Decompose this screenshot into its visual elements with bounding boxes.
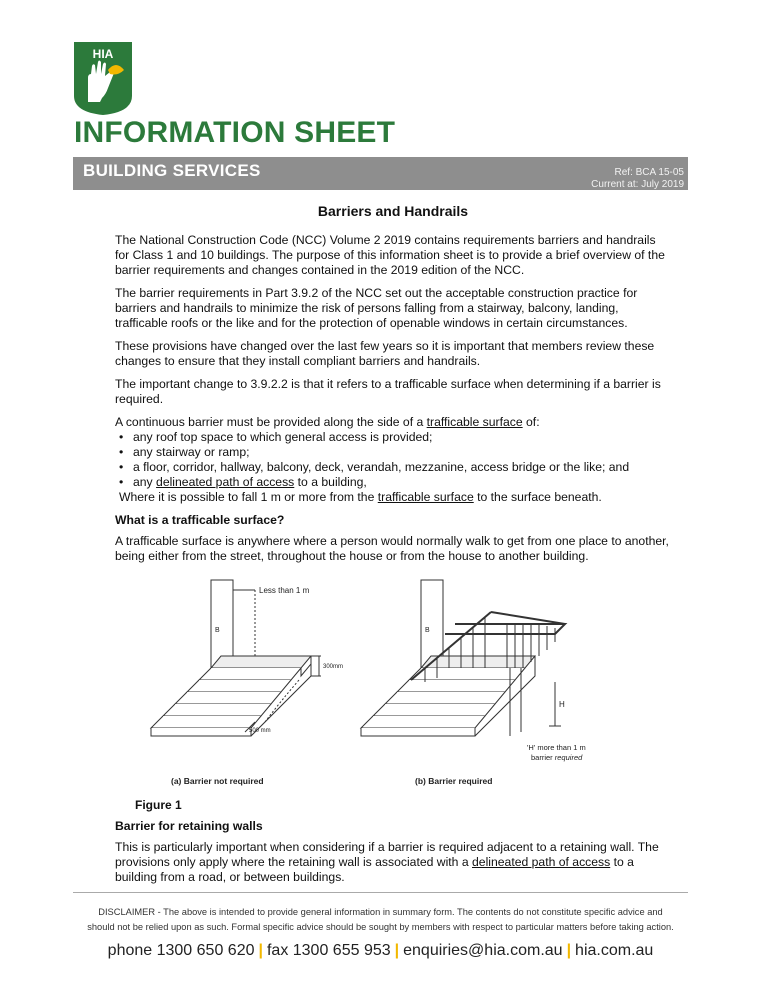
label-barrier-required: barrier required xyxy=(531,753,583,762)
figure-caption: Figure 1 xyxy=(135,798,182,812)
contact-line xyxy=(73,942,688,960)
paragraph-requirements: The barrier requirements in Part 3.9.2 of the NCC set out the acceptable construction practice for barriers and handrails to minimize the risk of persons falling from a stairway, balcony, landing, trafficable roofs or the like and for the protection of openable windows in certain circumstances. xyxy=(115,286,638,330)
reference-number: Ref: BCA 15-05 xyxy=(614,167,684,178)
label-500mm: 500 mm xyxy=(249,728,271,734)
paragraph-trafficable-definition: A trafficable surface is anywhere where a person would normally walk to get from one place to another, being either from the street, throughout the house or from the house to another building. xyxy=(115,534,669,563)
label-300mm: 300mm xyxy=(323,664,344,670)
separator: | xyxy=(566,942,572,959)
barrier-figure xyxy=(115,572,671,792)
fax-number: fax 1300 655 953 xyxy=(266,942,391,959)
logo-text: HIA xyxy=(92,47,114,61)
disclaimer: DISCLAIMER - The above is intended to provide general information in summary form. The contents do not constitute specific advice and should not be relied upon as such. Formal specific advice should be sought by members with respect to particular matters before taking action. xyxy=(87,907,674,932)
document-title: Barriers and Handrails xyxy=(317,203,469,219)
left-stair-diagram xyxy=(151,580,321,736)
list-item: • any roof top space to which general access is provided; xyxy=(119,430,671,445)
right-stair-diagram xyxy=(361,580,565,736)
label-less-than-1m: Less than 1 m xyxy=(259,586,310,595)
list-item: • a floor, corridor, hallway, balcony, deck, verandah, mezzanine, access bridge or the like; and xyxy=(119,460,671,475)
caption-barrier-not-required: (a) Barrier not required xyxy=(171,776,264,786)
heading-retaining-walls: Barrier for retaining walls xyxy=(115,819,263,833)
phone-number: phone 1300 650 620 xyxy=(107,942,255,959)
stair-illustration xyxy=(115,572,671,792)
paragraph-important-change: The important change to 3.9.2.2 is that it refers to a trafficable surface when determining if a barrier is required. xyxy=(115,377,661,406)
list-item: • any stairway or ramp; xyxy=(119,445,671,460)
document-body xyxy=(115,204,671,893)
heading-trafficable-surface: What is a trafficable surface? xyxy=(115,513,285,527)
banner-title: BUILDING SERVICES xyxy=(83,161,261,180)
email-link[interactable]: enquiries@hia.com.au xyxy=(403,942,563,959)
label-h-more-than-1m: 'H' more than 1 m xyxy=(527,743,586,752)
paragraph-retaining-walls: This is particularly important when considering if a barrier is required adjacent to a retaining wall. The provisions only apply where the retaining wall is associated with a delineated path of access to a building from a road, or between buildings. xyxy=(115,840,659,884)
list-close: Where it is possible to fall 1 m or more from the trafficable surface to the surface beneath. xyxy=(119,490,602,504)
separator: | xyxy=(394,942,400,959)
caption-barrier-required: (b) Barrier required xyxy=(415,776,493,786)
website-link[interactable]: hia.com.au xyxy=(575,942,654,959)
barrier-list xyxy=(115,430,671,490)
paragraph-intro: The National Construction Code (NCC) Volume 2 2019 contains requirements barriers and handrails for Class 1 and 10 buildings. The purpose of this information sheet is to provide a brief overview of the barrier requirements and changes contained in the 2019 edition of the NCC. xyxy=(115,233,665,277)
door-label: B xyxy=(215,627,220,634)
door-label: B xyxy=(425,627,430,634)
label-h: H xyxy=(559,700,565,709)
separator: | xyxy=(258,942,263,959)
trafficable-surface-link[interactable]: trafficable surface xyxy=(377,490,474,504)
delineated-path-link[interactable]: delineated path of access xyxy=(156,475,295,489)
barrier-list-intro: A continuous barrier must be provided along the side of a trafficable surface of: xyxy=(115,415,540,429)
footer-divider xyxy=(73,892,688,893)
list-item: • any delineated path of access to a building, xyxy=(119,475,671,490)
delineated-path-link[interactable]: delineated path of access xyxy=(472,855,611,869)
section-banner xyxy=(73,157,688,190)
information-sheet-title: INFORMATION SHEET xyxy=(74,116,396,149)
current-date: Current at: July 2019 xyxy=(591,179,684,190)
trafficable-surface-link[interactable]: trafficable surface xyxy=(426,415,523,429)
hia-logo xyxy=(72,42,134,115)
paragraph-changes: These provisions have changed over the last few years so it is important that members review these changes to ensure that they install compliant barriers and handrails. xyxy=(115,339,655,368)
